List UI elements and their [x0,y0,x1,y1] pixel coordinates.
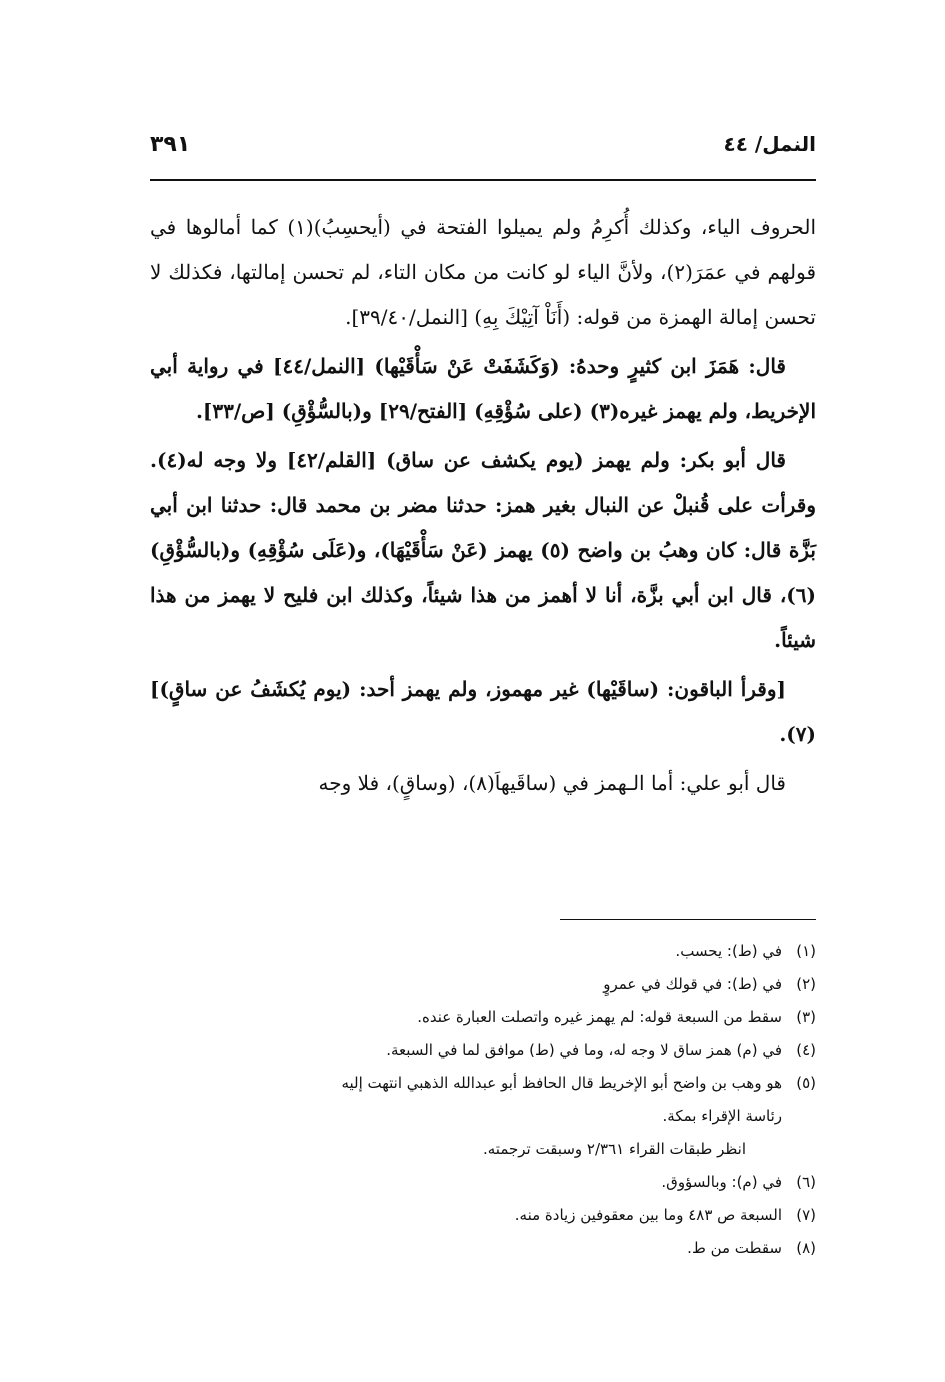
footnote [150,1001,816,1034]
footnote-number: (٦) [796,1173,816,1191]
paragraph-2: قال: هَمَزَ ابن كثيرٍ وحدهُ: (وَكَشَفَتْ عَنْ سَأْقَيْها) [النمل/٤٤] في رواية أبي الإخريط، ولم يهمز غيره(٣) (على سُؤْقِهِ) [الفتح/٢٩] و(بالسُّؤْقِ) [ص/٣٣]. [150,354,816,423]
footnote-text: سقطت من ط. [687,1239,782,1257]
footnote-reference: انظر طبقات القراء ٢/٣٦١ وسبقت ترجمته. [482,1140,746,1158]
footnote-number: (٧) [796,1206,816,1224]
footnote-text: في (م): وبالسؤوق. [661,1173,782,1191]
footnote-number: (٣) [796,1008,816,1026]
footnote-text: في (ط): يحسب. [675,942,782,960]
footnote-text: هو وهب بن واضح أبو الإخريط قال الحافظ أبو عبدالله الذهبي انتهت إليه [341,1074,782,1092]
footnotes [150,935,816,1265]
footnote [150,968,816,1001]
footnote-rule [560,919,816,920]
paragraph-4: [وقرأ الباقون: (ساقَيْها) غير مهموز، ولم يهمز أحد: (يوم يُكشَفُ عن ساقٍ)](٧). [150,677,816,746]
paragraph-1: الحروف الياء، وكذلك أُكرِمُ ولم يميلوا الفتحة في (أيحسِبُ)(١) كما أمالوها في قولهم في عمَرَ(٢)، ولأنَّ الياء لو كانت من مكان التاء، لم تحسن إمالتها، فكذلك لا تحسن إمالة الهمزة من قوله: (أَنَاْ آتِيْكَ بِهِ) [النمل/٣٩/٤٠]. [150,215,817,329]
footnote-number: (١) [796,942,816,960]
page-header [150,128,816,168]
footnote-number: (٥) [796,1074,816,1092]
header-rule [150,179,816,181]
footnote [150,1034,816,1067]
footnote-continuation: رئاسة الإقراء بمكة. [662,1107,782,1125]
running-title: النمل/ ٤٤ [723,132,816,156]
page-number: ٣٩١ [150,132,191,157]
paragraph-5: قال أبو علي: أما الـهمز في (ساقَيهاَ(٨)، (وساقٍ)، فلا وجه [318,771,786,795]
paragraph-3: قال أبو بكر: ولم يهمز (يوم يكشف عن ساق) [القلم/٤٢] ولا وجه له(٤). وقرأت على قُنبلْ عن النبال بغير همز: حدثنا مضر بن محمد قال: حدثنا ابن أبي بَزَّة قال: كان وهبُ بن واضح (٥) يهمز (عَنْ سَأْقَيْهَا)، و(عَلَى سُؤْقِهِ) و(بالسُّؤْقِ)(٦)، قال ابن أبي بزَّة، أنا لا أهمز من هذا شيئاً، وكذلك ابن فليح لا يهمز من هذا شيئاً. [150,448,816,652]
footnote-number: (٨) [796,1239,816,1257]
footnote [150,1199,816,1232]
footnote [150,1067,816,1100]
footnote-text: سقط من السبعة قوله: لم يهمز غيره واتصلت العبارة عنده. [417,1008,782,1026]
footnote [150,935,816,968]
footnote-text: في (ط): في قولك في عمروٍ [603,975,782,993]
footnote-number: (٢) [796,975,816,993]
main-text [150,205,816,810]
footnote [150,1166,816,1199]
footnote-number: (٤) [796,1041,816,1059]
footnote [150,1232,816,1265]
footnote-text: السبعة ص ٤٨٣ وما بين معقوفين زيادة منه. [514,1206,782,1224]
footnote-text: في (م) همز ساق لا وجه له، وما في (ط) موافق لما في السبعة. [386,1041,782,1059]
